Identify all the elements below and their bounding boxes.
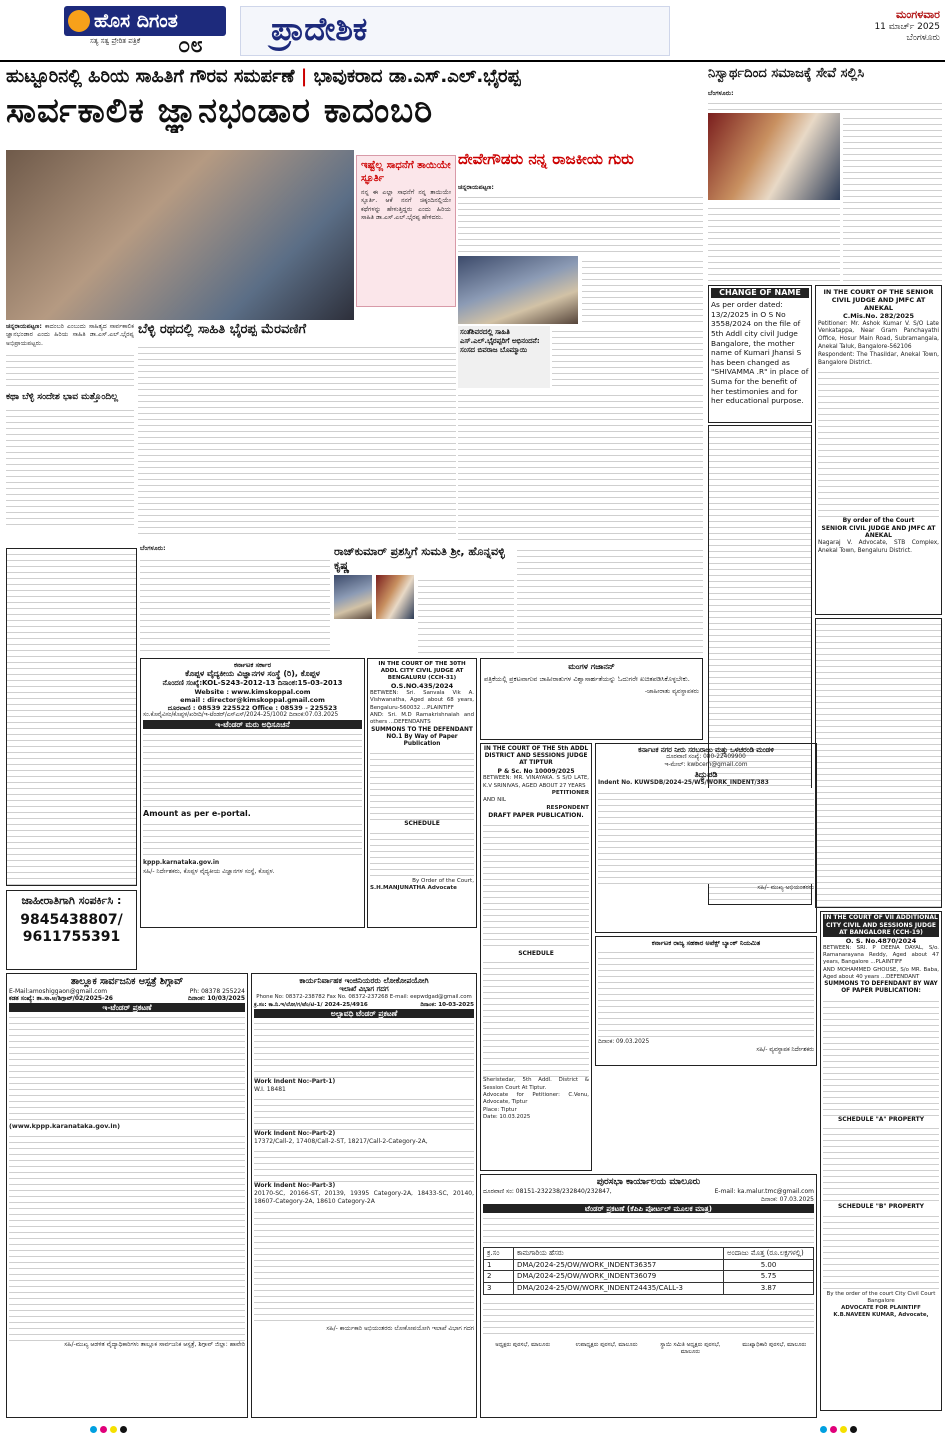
lead-photo (6, 150, 354, 320)
court-tiptur-sign: Sheristedar, 5th Addl. District & Session Court At Tiptur. (483, 1077, 589, 1091)
rajkumar-story (140, 545, 515, 655)
row-work: DMA/2024-25/OW/WORK_INDENT36079 (514, 1271, 724, 1283)
court-vii-title: IN THE COURT OF VII ADDITIONAL CITY CIVIL AND SESSIONS JUDGE AT BANGALORE (CCH-19) (824, 914, 938, 936)
lead-kicker-left: ಹುಟ್ಟೂರಿನಲ್ಲಿ ಹಿರಿಯ ಸಾಹಿತಿಗೆ ಗೌರವ ಸಮರ್ಪಣೆ (6, 66, 295, 87)
court-anekal-petitioner: Petitioner: Mr. Ashok Kumar V. S/O Late Venkatappa, Near Gram Panchayathi Office, Hosur Main Road, Subramangala, Anekal Taluk, Bangalore-562106 (818, 320, 939, 350)
water-board-notice-title: ತಿದ್ದುಪಡಿ (694, 770, 718, 780)
kims-amount: Amount as per e-portal. (143, 809, 251, 819)
hospital-title: ತಾಲ್ಲೂಕ ಸಾರ್ವಜನಿಕ ಆಸ್ಪತ್ರೆ ಶಿಗ್ಗಾವ್ (70, 976, 184, 987)
water-board-indent: Indent No. KUWSDB/2024-25/WS/WORK_INDENT/383 (598, 780, 769, 787)
ad-contact-phones: 9845438807/ 9611755391 (20, 911, 123, 946)
pwd-date: ದಿನಾಂಕ: 10-03-2025 (420, 1001, 474, 1008)
rajkumar-byline: ಬೆಂಗಳೂರು: (140, 545, 166, 552)
kims-gov: ಕರ್ನಾಟಕ ಸರ್ಕಾರ (233, 661, 272, 669)
court-vii-between: BETWEEN: SRI. P DEENA DAYAL, S/o. Ramanarayana Reddy, Aged about 47 years, Bangalore ...PLAINTIFF (823, 944, 939, 966)
court-anekal-respondent: Respondent: The Thasildar, Anekal Town, Bangalore District. (818, 351, 939, 366)
row-no: 3 (484, 1283, 514, 1295)
lead-kicker-separator: | (300, 66, 308, 87)
court-tiptur-draft: DRAFT PAPER PUBLICATION. (488, 812, 584, 820)
water-board-notice (595, 743, 817, 933)
court-notice-tiptur (480, 743, 592, 1171)
court-os435-between: BETWEEN: Sri. Sanvala Vik A. Vishwanatha, Aged about 68 years, Bengaluru-560032 ...PLAINTIFF (370, 690, 474, 711)
malur-tender (480, 1174, 817, 1418)
court-os435-title: IN THE COURT OF THE 30TH ADDL CITY CIVIL JUDGE AT BENGALURU (CCH-31) (378, 661, 466, 681)
silver-chariot-story (138, 322, 456, 544)
court-tiptur-title: IN THE COURT OF THE 5th ADDL DISTRICT AND SESSIONS JUDGE AT TIPTUR (483, 746, 589, 767)
pwd-w2b: 17372/Call-2, 17408/Call-2-ST, 18217/Call-2-Category-2A, (254, 1138, 428, 1146)
mangala-body: ಪತ್ರಿಕೆಯಲ್ಲಿ ಪ್ರಕಟವಾಗುವ ಜಾಹೀರಾತುಗಳ ವಿಶ್ವಾಸಾರ್ಹತೆಯನ್ನು ಓದುಗರೇ ಖಚಿತಪಡಿಸಿಕೊಳ್ಳಬೇಕು. (484, 675, 690, 683)
right-top-headline: ನಿಸ್ವಾರ್ಥದಿಂದ ಸಮಾಜಕ್ಕೆ ಸೇವೆ ಸಲ್ಲಿಸಿ (708, 66, 865, 81)
sidebar-quote-title: ಇಷ್ಟೆಲ್ಲ ಸಾಧನೆಗೆ ತಾಯಿಯೇ ಸ್ಫೂರ್ತಿ (361, 160, 451, 184)
hospital-notice: ಇ-ಟೆಂಡರ್ ಪ್ರಕಟಣೆ (9, 1003, 245, 1012)
hospital-sign: ಸಹಿ/-ಮುಖ್ಯ ಆಡಳಿತ ವೈದ್ಯಾಧಿಕಾರಿಗಳು ತಾಲ್ಲೂಕ ಸಾರ್ವಜನಿಕ ಆಸ್ಪತ್ರೆ, ಶಿಗ್ಗಾವ್ ಜಿಲ್ಲಾ: ಹಾವೇರಿ (64, 1340, 245, 1348)
malur-notice: ಟೆಂಡರ್ ಪ್ರಕಟಣೆ (ಕೆಪಿಪಿ ಪೋರ್ಟಲ್ ಮೂಲಕ ಮಾತ್ರ) (483, 1204, 814, 1213)
row-amt: 5.00 (724, 1259, 814, 1271)
court-anekal-advocate: Nagaraj V. Advocate, STB Complex, Anekal Town, Bengaluru District. (818, 539, 939, 554)
hospital-phone: Ph: 08378 255224 (189, 987, 245, 995)
court-os435-order: By Order of the Court, (412, 877, 474, 884)
court-tiptur-date: Date: 10.03.2025 (483, 1113, 531, 1120)
registration-mark (840, 1426, 847, 1433)
legal-notices-column-right-2 (815, 618, 942, 908)
pwd-title: ಕಾರ್ಯನಿರ್ವಾಹಕ ಇಂಜಿನಿಯರರು ಲೋಕೋಪಯೋಗಿ (299, 976, 429, 985)
court-tiptur-adv: Advocate for Petitioner: C.Venu, Advocate, Tiptur (483, 1092, 589, 1106)
row-amt: 3.87 (724, 1283, 814, 1295)
sidebar-quote-box (356, 155, 456, 307)
pwd-gadag-tender (251, 973, 477, 1418)
shiggaon-hospital-tender (6, 973, 248, 1418)
city-label: ಬೆಂಗಳೂರು (906, 33, 940, 43)
malur-col-no: ಕ್ರ.ಸಂ (484, 1247, 514, 1259)
deve-byline: ಚನ್ನರಾಯಪಟ್ಟಣ: (458, 184, 494, 191)
court-notice-vii (820, 911, 942, 1411)
court-notice-os435 (367, 658, 477, 928)
row-no: 1 (484, 1259, 514, 1271)
deve-photo (458, 256, 578, 324)
kims-web2: kppp.karnataka.gov.in (143, 859, 220, 867)
registration-mark (820, 1426, 827, 1433)
pwd-phone: Phone No: 08372-238782 Fax No. 08372-237268 E-mail: eepwdgad@gmail.com (256, 994, 472, 1001)
deve-caption: ಸಂತೆಶಿವರದಲ್ಲಿ ಸಾಹಿತಿ ಎಸ್.ಎಲ್.ಭೈರಪ್ಪರಿಗೆ ಅಭಿನಂದನೆ: ಸಂಸದ ಬಿವರಾಜ ಬೊಮ್ಮಾಯಿ (460, 328, 540, 354)
tagline: ಸತ್ಯ ಸತ್ವ ಪ್ರೇರಿತ ಪತ್ರಿಕೆ (90, 37, 141, 45)
day-label: ಮಂಗಳವಾರ (895, 8, 940, 21)
silver-chariot-headline: ಬೆಳ್ಳಿ ರಥದಲ್ಲಿ ಸಾಹಿತಿ ಭೈರಪ್ಪ ಮೆರವಣಿಗೆ (138, 322, 307, 337)
court-tiptur-case: P & Sc. No 10009/2025 (497, 767, 575, 775)
row-work: DMA/2024-25/OW/WORK_INDENT24435/CALL-3 (514, 1283, 724, 1295)
water-board-title: ಕರ್ನಾಟಕ ನಗರ ನೀರು ಸರಬರಾಜು ಮತ್ತು ಒಳಚರಂಡಿ ಮಂಡಳಿ (638, 746, 774, 754)
court-vii-schedule-b: SCHEDULE "B" PROPERTY (837, 1203, 925, 1211)
malur-col-work: ಕಾಮಗಾರಿಯ ಹೆಸರು (514, 1247, 724, 1259)
malur-sign-vicepresident: ಉಪಾಧ್ಯಕ್ಷರು ಪುರಸಭೆ, ಮಾಲೂರು (575, 1341, 638, 1348)
pwd-w1: Work Indent No:-Part-1) (254, 1077, 336, 1085)
registration-mark (110, 1426, 117, 1433)
kims-tender-ad (140, 658, 365, 928)
water-board-phone: ದೂರವಾಣಿ ಸಂಖ್ಯೆ: 080-22409900 (666, 754, 746, 761)
malur-sign-committee: ಸ್ಥಾಯಿ ಸಮಿತಿ ಅಧ್ಯಕ್ಷರು ಪುರಸಭೆ, ಮಾಲೂರು (660, 1341, 721, 1355)
change-of-name-ad (708, 285, 812, 423)
rajkumar-photo-2 (376, 575, 414, 619)
court-vii-schedule-a: SCHEDULE "A" PROPERTY (837, 1115, 925, 1123)
dateline (800, 8, 940, 44)
malur-sign-chief: ಮುಖ್ಯಾಧಿಕಾರಿ ಪುರಸಭೆ, ಮಾಲೂರು (742, 1341, 807, 1348)
row-amt: 5.75 (724, 1271, 814, 1283)
deve-headline-wrap (458, 150, 703, 180)
change-of-name-body: As per order dated: 13/2/2025 in O S No 3558/2024 on the file of 5th Addl city civil Judge Bangalore, the mother name of Kumari Jhansi S has been changed as "SHIVAMMA .R" in place of Suma for the benefit of her testimonies and for her educational purpose. (711, 300, 809, 406)
apex-bank-notice (595, 936, 817, 1066)
court-anekal-case: C.Mis.No. 282/2025 (843, 312, 914, 321)
table-row (484, 1271, 814, 1283)
lead-byline: ಚನ್ನರಾಯಪಟ್ಟಣ: (6, 323, 42, 330)
rajkumar-headline: ರಾಜ್‌ಕುಮಾರ್ ಪ್ರಶಸ್ತಿಗೆ ಸುಮತಿ ಶ್ರೀ, ಹೊನ್ನವಳ್ಳಿ ಕೃಷ್ಣ (334, 545, 505, 572)
court-os435-case: O.S.NO.435/2024 (390, 681, 454, 690)
registration-mark (830, 1426, 837, 1433)
hospital-email: E-Mail:amoshiggaon@gmail.com (9, 987, 108, 995)
section-title: ಪ್ರಾದೇಶಿಕ (271, 10, 368, 48)
kims-ref: ಸಂ.ಕೊವೈವಿಸಂ/ಕೊಪ್ಪಳ/ಖರೀದಿ/ಇ-ಟೆಂಡರ್/ಎಸ್‌ಎಸ್/2024-25/1002 ದಿನಾಂಕ:07.03.2025 (143, 712, 339, 719)
table-row (484, 1259, 814, 1271)
lead-pullquote: ಕಥಾ ಬೆಳ್ಳಿ ಸಂದೇಶ ಭಾವ ಮತ್ತೊಂದಿಲ್ಲ (6, 392, 119, 403)
malur-phone: ದೂರವಾಣಿ ಸಂ: 08151-232238/232840/232847, (483, 1188, 612, 1196)
kims-email: email : director@kimskoppal.gmail.com (180, 696, 325, 704)
court-os435-adv: S.H.MANJUNATHA Advocate (370, 885, 457, 892)
kims-notice: ಇ-ಟೆಂಡರ್ ಮರು ಅಧಿಸೂಚನೆ (143, 720, 362, 729)
mangala-notice (480, 658, 703, 740)
deve-headline: ದೇವೇಗೌಡರು ನನ್ನ ರಾಜಕೀಯ ಗುರು (458, 150, 634, 168)
table-row (484, 1283, 814, 1295)
court-os435-summons: SUMMONS TO THE DEFENDANT NO.1 By Way of Paper Publication (371, 726, 473, 748)
pwd-notice: ಅಲ್ಪಾವಧಿ ಟೆಂಡರ್ ಪ್ರಕಟಣೆ (254, 1009, 474, 1018)
masthead (0, 0, 945, 62)
lead-kicker (6, 66, 696, 89)
court-vii-case: O. S. No.4870/2024 (845, 936, 917, 945)
court-notice-anekal (815, 285, 942, 615)
hospital-web: (www.kppp.karanataka.gov.in) (9, 1122, 120, 1131)
lead-headline: ಸಾರ್ವಕಾಲಿಕ ಜ್ಞಾನಭಂಡಾರ ಕಾದಂಬರಿ (6, 91, 434, 131)
court-vii-order: By the order of the court City Civil Court Bangalore (826, 1290, 936, 1304)
apex-bank-sign: ಸಹಿ/- ವ್ಯವಸ್ಥಾಪಕ ನಿರ್ದೇಶಕರು (756, 1046, 814, 1053)
malur-works-table (483, 1247, 814, 1295)
court-tiptur-between: BETWEEN: MR. VINAYAKA. S S/O LATE, K.V SRINIVAS, AGED ABOUT 27 YEARS (483, 775, 589, 789)
water-board-email: ಇ-ಮೇಲ್: kwbcem@gmail.com (664, 762, 748, 769)
malur-title: ಪುರಸಭಾ ಕಾರ್ಯಾಲಯ ಮಾಲೂರು (596, 1177, 701, 1187)
malur-email: E-mail: ka.malur.tmc@gmail.com (714, 1188, 814, 1196)
court-tiptur-place: Place: Tiptur (483, 1106, 517, 1113)
mangala-title: ಮಂಗಳ ಗಜಾನನ್ (568, 662, 615, 671)
change-of-name-title: CHANGE OF NAME (711, 288, 809, 298)
section-banner (240, 6, 670, 56)
court-anekal-order: By order of the Court (842, 517, 915, 525)
kims-reg: ನೊಂದಣಿ ಸಂಖ್ಯೆ:KOL-S243-2012-13 ದಿನಾಂಕ:15-03-2013 (162, 679, 343, 688)
malur-sign-president: ಅಧ್ಯಕ್ಷರು ಪುರಸಭೆ, ಮಾಲೂರು (495, 1341, 551, 1348)
row-work: DMA/2024-25/OW/WORK_INDENT36357 (514, 1259, 724, 1271)
apex-bank-title: ಕರ್ನಾಟಕ ರಾಜ್ಯ ಸಹಕಾರ ಅಪೆಕ್ಸ್ ಬ್ಯಾಂಕ್ ನಿಯಮಿತ (651, 939, 761, 947)
lead-kicker-right: ಭಾವುಕರಾದ ಡಾ.ಎಸ್.ಎಲ್.ಭೈರಪ್ಪ (313, 66, 521, 87)
court-tiptur-petitioner: PETITIONER (551, 789, 589, 796)
sidebar-quote-body: ನನ್ನ ಈ ಎಲ್ಲಾ ಸಾಧನೆಗೆ ನನ್ನ ತಾಯಿಯೇ ಸ್ಫೂರ್ತಿ. ಆಕೆ ನನಗೆ ಚಿಕ್ಕಂದಿನಲ್ಲಿಯೇ ಕಥೆಗಳನ್ನು ಹೇಳುತ್ತಿದ್ದರು ಎಂದು ಹಿರಿಯ ಸಾಹಿತಿ ಡಾ.ಎಸ್.ಎಲ್.ಭೈರಪ್ಪ ಹೇಳಿದರು. (361, 189, 451, 222)
court-tiptur-respondent: RESPONDENT (546, 804, 589, 811)
pwd-w3: Work Indent No:-Part-3) (254, 1182, 336, 1190)
court-anekal-signer: SENIOR CIVIL JUDGE AND JMFC AT ANEKAL (821, 524, 936, 540)
kims-web: Website : www.kimskoppal.com (194, 687, 311, 696)
court-vii-summons: SUMMONS TO DEFENDANT BY WAY OF PAPER PUBLICATION: (824, 981, 938, 995)
court-os435-schedule: SCHEDULE (404, 820, 440, 828)
kims-title: ಕೊಪ್ಪಳ ವೈದ್ಯಕೀಯ ವಿಜ್ಞಾನಗಳ ಸಂಸ್ಥೆ (ರಿ), ಕೊಪ್ಪಳ (185, 669, 320, 679)
court-vii-adv: ADVOCATE FOR PLAINTIFF K.B.NAVEEN KUMAR, Advocate, (833, 1305, 929, 1319)
pwd-w3b: 20170-SC, 20166-ST, 20139, 19395 Category-2A, 18433-SC, 20140, 18607-Category-2A, 18610 Category-2A (254, 1190, 474, 1206)
pwd-w2: Work Indent No:-Part-2) (254, 1130, 336, 1138)
pwd-ref: ಕ್ರ.ಸಂ: ಕಾ.ನಿ.ಇ/ಲೋ/ಗ/ಟೆಂ/ಟಿ-1/ 2024-25/4916 (254, 1001, 368, 1008)
ad-contact-label: ಜಾಹೀರಾತಿಗಾಗಿ ಸಂಪರ್ಕಿಸಿ : (21, 894, 122, 907)
lead-body: ಕಾದಂಬರಿ ಎಂಬುದು ಸಾಹಿತ್ಯದ ಸಾರ್ವಕಾಲಿಕ ಜ್ಞಾನಭಂಡಾರ ಎಂದು ಹಿರಿಯ ಸಾಹಿತಿ ಡಾ.ಎಸ್.ಎಲ್.ಭೈರಪ್ಪ ಅಭಿಪ್ರಾಯಪಟ್ಟರು. (6, 323, 134, 347)
court-vii-and: AND MOHAMMED GHOUSE, S/o MR. Baba, Aged about 40 years ...DEFENDANT (823, 966, 939, 980)
registration-mark (90, 1426, 97, 1433)
court-anekal-title: IN THE COURT OF THE SENIOR CIVIL JUDGE AND JMFC AT ANEKAL (823, 288, 934, 313)
malur-date: ದಿನಾಂಕ: 07.03.2025 (761, 1195, 814, 1203)
date-label: 11 ಮಾರ್ಚ್ 2025 (874, 21, 940, 32)
water-board-sign: ಸಹಿ/- ಮುಖ್ಯ ಅಭಿಯಂತರರು (757, 883, 814, 891)
deve-body-top (458, 184, 703, 254)
right-top-byline: ಬೆಂಗಳೂರು: (708, 90, 734, 97)
classifieds-column-left (6, 548, 137, 886)
kims-sign: ಸಹಿ/- ನಿರ್ದೇಶಕರು, ಕೊಪ್ಪಳ ವೈದ್ಯಕೀಯ ವಿಜ್ಞಾನಗಳ ಸಂಸ್ಥೆ, ಕೊಪ್ಪಳ. (143, 867, 275, 875)
pwd-sign: ಸಹಿ/- ಕಾರ್ಯಕಾರಿ ಅಭಿಯಂತರರು ಲೋಕೋಪಯೋಗಿ ಇಲಾಖೆ ವಿಭಾಗ ಗದಗ (326, 1324, 474, 1332)
right-top-headline-wrap (708, 66, 942, 90)
pwd-sub: ಇಲಾಖೆ ವಿಭಾಗ ಗದಗ (339, 985, 389, 994)
table-header-row (484, 1247, 814, 1259)
page-number: ೦೮ (178, 32, 203, 58)
registration-mark (100, 1426, 107, 1433)
newspaper-logo (60, 4, 230, 58)
apex-bank-date: ದಿನಾಂಕ: 09.03.2025 (598, 1039, 650, 1046)
court-tiptur-and: AND NIL (483, 797, 507, 804)
hospital-ref: ಕಡತ ಸಂಖ್ಯೆ: ತಾ.ಸಾ.ಆ/ಶಿಗ್ಗಾವ್/02/2025-26 (9, 995, 113, 1003)
pwd-w1b: W.I. 18481 (254, 1085, 286, 1093)
lead-story-col1 (6, 323, 134, 545)
kims-phone: ದೂರವಾಣಿ : 08539 225522 Office : 08539 - 225523 (167, 704, 338, 713)
court-os435-and: AND: Sri. M.D Ramakrishnaiah and others ...DEFENDANTS (370, 711, 474, 726)
rajkumar-photo-1 (334, 575, 372, 619)
court-tiptur-schedule: SCHEDULE (518, 949, 554, 957)
hospital-date: ದಿನಾಂಕ: 10/03/2025 (188, 995, 245, 1003)
ad-contact-box (6, 890, 137, 970)
registration-mark (850, 1426, 857, 1433)
malur-col-amt: ಅಂದಾಜು ಮೊತ್ತ (ರೂ.ಲಕ್ಷಗಳಲ್ಲಿ) (724, 1247, 814, 1259)
registration-mark (120, 1426, 127, 1433)
deve-caption-box (458, 326, 550, 388)
sun-logo-icon (68, 10, 90, 32)
right-top-photo (708, 113, 840, 200)
mangala-sign: -ಜಾಹೀರಾತು ವ್ಯವಸ್ಥಾಪಕರು (644, 687, 699, 695)
row-no: 2 (484, 1271, 514, 1283)
brand-name: ಹೊಸ ದಿಗಂತ (64, 6, 226, 36)
